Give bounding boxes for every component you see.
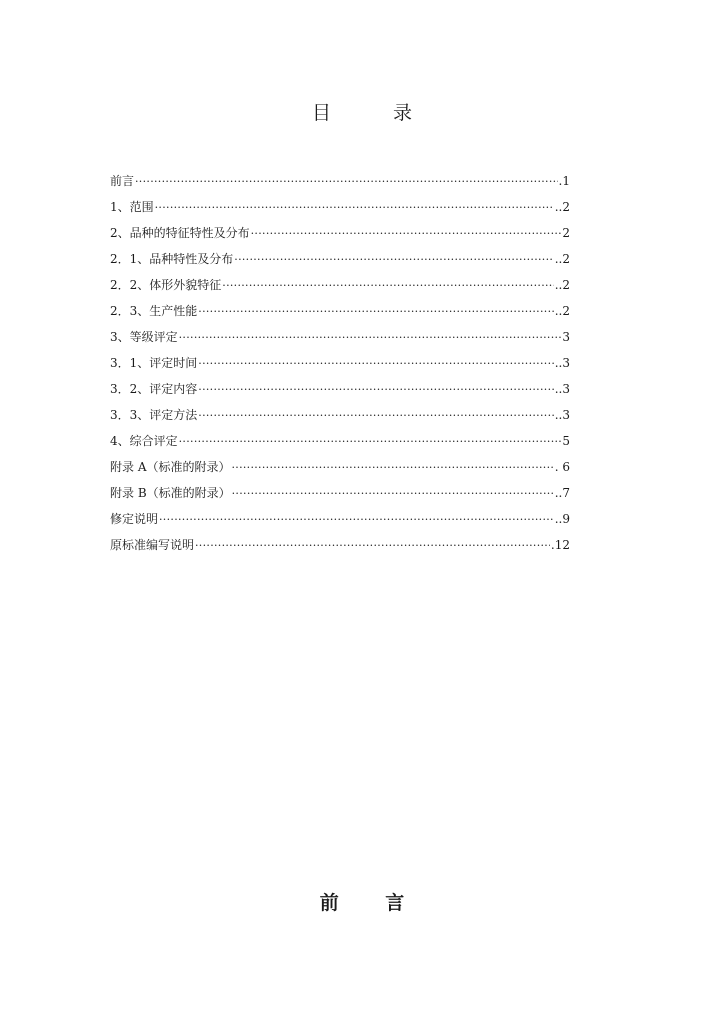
toc-entry-page: .1 [558, 174, 570, 188]
toc-leader-dots [179, 325, 562, 351]
toc-leader-dots [179, 429, 562, 455]
section-heading-foreword: 前 言 [319, 892, 425, 914]
toc-entry-label: 附录 B（标准的附录） [110, 486, 231, 500]
toc-title: 目 录 [311, 102, 441, 124]
toc-leader-dots [231, 455, 553, 481]
toc-entry-page: ..3 [554, 356, 570, 370]
toc-entry-appendix-a[interactable] [110, 454, 570, 480]
toc-entry-page: ..7 [554, 486, 570, 500]
toc-entry-label: 附录 A（标准的附录） [110, 460, 231, 474]
toc-entry-label: 修定说明 [110, 512, 159, 526]
toc-entry-page: ..2 [554, 252, 570, 266]
toc-entry-grading-content[interactable] [110, 376, 570, 402]
toc-entry-grading-method[interactable] [110, 402, 570, 428]
toc-entry-appearance[interactable] [110, 272, 570, 298]
toc-entry-foreword[interactable] [110, 168, 570, 194]
toc-entry-page: ..3 [554, 408, 570, 422]
toc-entry-page: ..2 [554, 304, 570, 318]
toc-entry-grading[interactable] [110, 324, 570, 350]
toc-entry-label: 2、品种的特征特性及分布 [110, 226, 250, 240]
toc-entry-overall-grading[interactable] [110, 428, 570, 454]
toc-entry-label: 3．1、评定时间 [110, 356, 198, 370]
toc-leader-dots [155, 195, 554, 221]
toc-entry-breed-distribution[interactable] [110, 246, 570, 272]
toc-entry-label: 前言 [110, 174, 135, 188]
toc-entry-label: 原标准编写说明 [110, 538, 195, 552]
toc-entry-label: 1、范围 [110, 200, 154, 214]
toc-entry-page: 5 [562, 434, 570, 448]
toc-leader-dots [159, 507, 554, 533]
toc-entry-page: ..9 [554, 512, 570, 526]
toc-entry-breed-characteristics[interactable] [110, 220, 570, 246]
toc-entry-page: 2 [562, 226, 570, 240]
toc-leader-dots [195, 533, 550, 559]
toc-entry-original-notes[interactable] [110, 532, 570, 558]
toc-entry-label: 2．3、生产性能 [110, 304, 198, 318]
toc-entry-grading-time[interactable] [110, 350, 570, 376]
toc-entry-label: 2．2、体形外貌特征 [110, 278, 222, 292]
toc-entry-appendix-b[interactable] [110, 480, 570, 506]
toc-entry-page: . 6 [554, 460, 570, 474]
toc-leader-dots [198, 403, 553, 429]
toc-entry-revision-notes[interactable] [110, 506, 570, 532]
toc-list [110, 168, 570, 558]
toc-leader-dots [222, 273, 553, 299]
toc-entry-page: .12 [550, 538, 570, 552]
toc-entry-page: ..2 [554, 200, 570, 214]
toc-entry-label: 2．1、品种特性及分布 [110, 252, 234, 266]
toc-entry-page: ..2 [554, 278, 570, 292]
toc-leader-dots [198, 351, 553, 377]
toc-entry-label: 3．3、评定方法 [110, 408, 198, 422]
toc-leader-dots [234, 247, 553, 273]
toc-entry-label: 3、等级评定 [110, 330, 178, 344]
toc-leader-dots [198, 377, 553, 403]
toc-leader-dots [251, 221, 562, 247]
toc-entry-scope[interactable] [110, 194, 570, 220]
toc-leader-dots [135, 169, 558, 195]
toc-entry-page: 3 [562, 330, 570, 344]
toc-leader-dots [232, 481, 554, 507]
toc-leader-dots [198, 299, 553, 325]
toc-entry-performance[interactable] [110, 298, 570, 324]
toc-entry-label: 3．2、评定内容 [110, 382, 198, 396]
toc-entry-page: ..3 [554, 382, 570, 396]
toc-entry-label: 4、综合评定 [110, 434, 178, 448]
